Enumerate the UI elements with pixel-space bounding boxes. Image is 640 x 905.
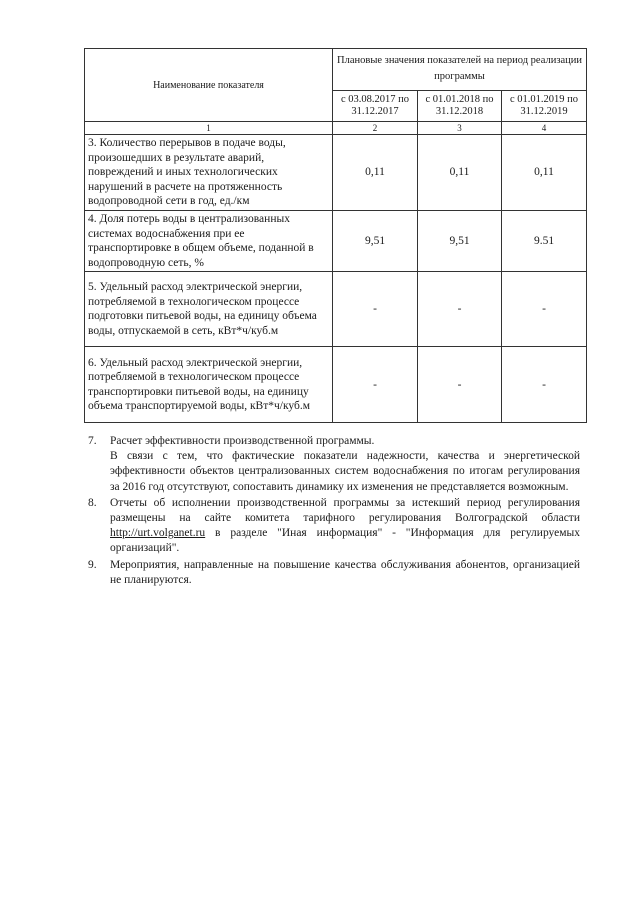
note-7 <box>88 434 580 495</box>
note-7-body: В связи с тем, что фактические показатели надежности, качества и энергетической эффективности объектов централизованных систем водоснабжения по итогам регулирования за 2016 год отсутствуют, сопоставить динамику их изменения не представляется возможным. <box>110 450 580 493</box>
header-period-2018: с 01.01.2018 по 31.12.2018 <box>418 90 502 121</box>
table-row <box>85 210 587 271</box>
indicator-value: - <box>418 347 502 423</box>
table-row <box>85 135 587 211</box>
note-number: 8. <box>88 496 97 509</box>
note-9 <box>88 558 580 588</box>
indicator-value: - <box>418 272 502 347</box>
indicator-value: - <box>502 347 587 423</box>
header-indicator-name: Наименование показателя <box>85 49 333 122</box>
indicator-value: 0,11 <box>418 135 502 211</box>
note-7-title: Расчет эффективности производственной программы. <box>110 435 375 447</box>
column-number: 3 <box>418 122 502 135</box>
header-planned-values: Плановые значения показателей на период реализации программы <box>333 49 587 91</box>
indicator-value: - <box>333 347 418 423</box>
indicators-table <box>84 48 587 423</box>
column-number: 4 <box>502 122 587 135</box>
indicator-value: 9,51 <box>333 210 418 271</box>
indicator-value: 9.51 <box>502 210 587 271</box>
note-8-text-before: Отчеты об исполнении производственной программы за истекший период регулирования размещены на сайте комитета тарифного регулирования Волгоградской области <box>110 496 580 525</box>
note-8-text-after: в разделе "Иная информация" - "Информация для регулируемых организаций". <box>110 527 580 555</box>
notes-list <box>88 434 580 589</box>
table-row <box>85 347 587 423</box>
header-period-2019: с 01.01.2019 по 31.12.2019 <box>502 90 587 121</box>
note-8 <box>88 496 580 557</box>
indicator-value: 9,51 <box>418 210 502 271</box>
table-row <box>85 272 587 347</box>
column-number: 2 <box>333 122 418 135</box>
volganet-link[interactable]: http://urt.volganet.ru <box>110 527 206 540</box>
note-number: 7. <box>88 435 97 447</box>
note-number: 9. <box>88 558 97 571</box>
note-9-text: Мероприятия, направленные на повышение качества обслуживания абонентов, организацией не планируются. <box>110 558 580 586</box>
indicator-name: 5. Удельный расход электрической энергии, потребляемой в технологическом процессе подготовки питьевой воды, на единицу объема воды, отпускаемой в сеть, кВт*ч/куб.м <box>85 272 333 347</box>
indicator-value: - <box>333 272 418 347</box>
indicator-name: 4. Доля потерь воды в централизованных системах водоснабжения при ее транспортировке в общем объеме, поданной в водопроводную сеть, % <box>85 210 333 271</box>
indicator-value: 0,11 <box>502 135 587 211</box>
indicator-name: 3. Количество перерывов в подаче воды, произошедших в результате аварий, повреждений и иных технологических нарушений в расчете на протяженность водопроводной сети в год, ед./км <box>85 135 333 211</box>
indicator-value: 0,11 <box>333 135 418 211</box>
header-period-2017: с 03.08.2017 по 31.12.2017 <box>333 90 418 121</box>
note-8-text <box>110 496 580 557</box>
indicator-value: - <box>502 272 587 347</box>
indicator-name: 6. Удельный расход электрической энергии, потребляемой в технологическом процессе транспортировки питьевой воды, на единицу объема транспортируемой воды, кВт*ч/куб.м <box>85 347 333 423</box>
column-number: 1 <box>85 122 333 135</box>
